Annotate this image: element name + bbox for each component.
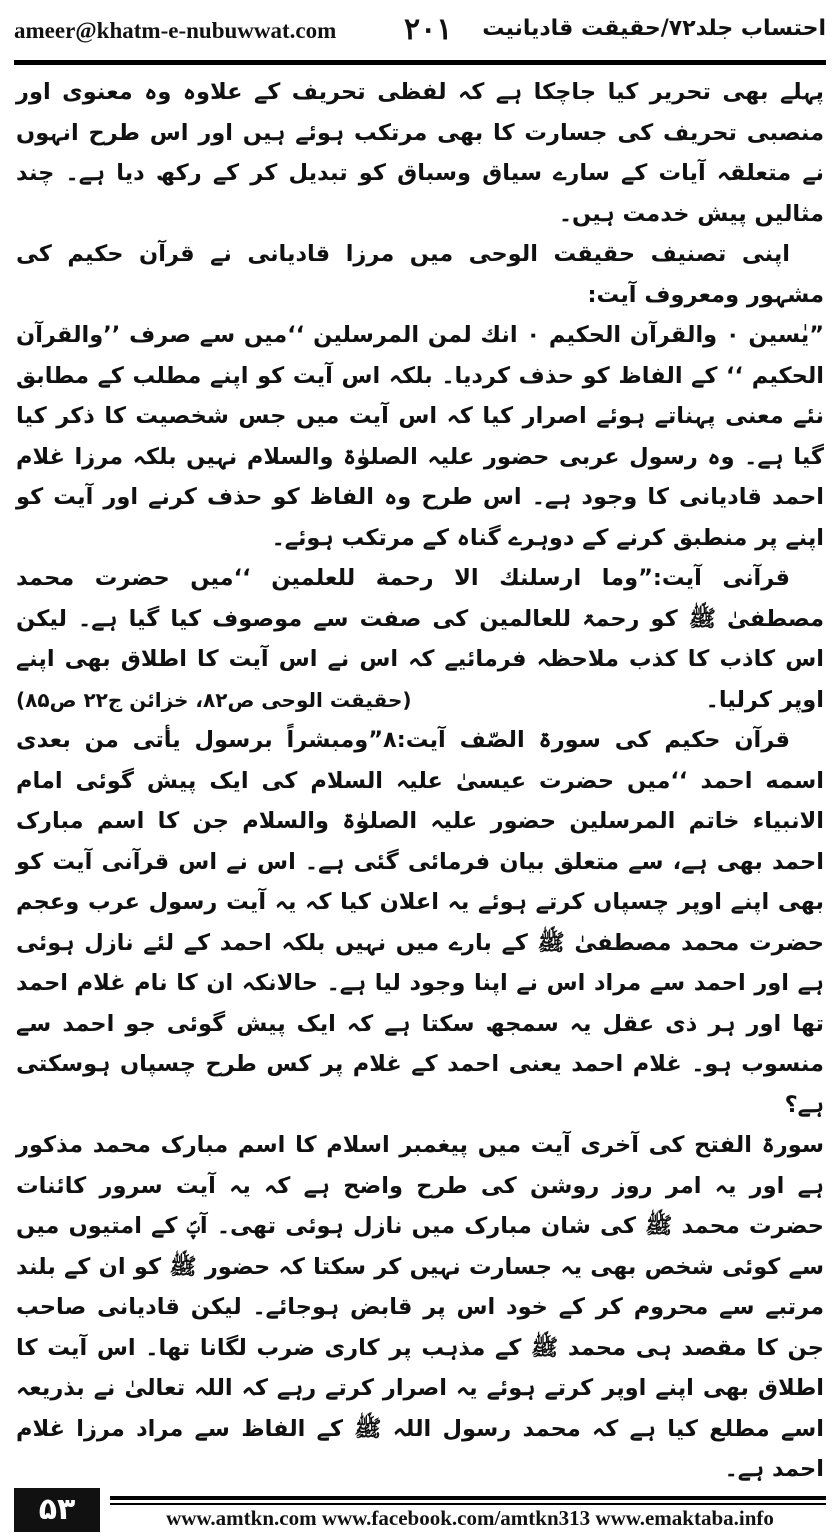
paragraph-yasin-verse: ”یٰسین ۰ والقرآن الحکیم ۰ انك لمن المرسلین ‘‘میں سے صرف ’’والقرآن الحکیم ‘‘ کے الفاظ کو حذف کردیا۔ بلکہ اس آیت کو اپنے مطلب کے مطابق نئے معنی پہناتے ہوئے اصرار کیا کہ اس آیت میں جس شخصیت کا ذکر کیا گیا ہے۔ وہ رسول عربی حضور علیہ الصلوٰۃ والسلام نہیں بلکہ مرزا غلام احمد قادیانی کا وجود ہے۔ اس طرح وہ الفاظ کو حذف کرنے اور آیت کو اپنے پر منطبق کرنے کے دوہرے گناہ کے مرتکب ہوئے۔ [16,322,824,551]
header-page-number: ۲۰۱ [404,12,453,47]
footer-divider [110,1496,826,1500]
article-body [16,72,824,1490]
header-title: احتساب جلد۷۲/حقیقت قادیانیت [482,16,826,41]
header-divider [14,60,826,65]
footer-divider-thin [110,1503,826,1505]
paragraph-fath-verse: سورۃ الفتح کی آخری آیت میں پیغمبر اسلام کا اسم مبارک محمد مذکور ہے اور یہ امر روز روشن کی طرح واضح ہے کہ یہ آیت سرور کائنات حضرت محمد ﷺ کی شان مبارک میں نازل ہوئی تھی۔ آپؐ کے امتیوں میں سے کوئی شخص بھی یہ جسارت نہیں کر سکتا کہ حضور ﷺ کو ان کے بلند مرتبے سے محروم کر کے خود اس پر قابض ہوجائے۔ لیکن قادیانی صاحب جن کا مقصد ہی محمد ﷺ کے مذہب پر کاری ضرب لگانا تھا۔ اس آیت کا اطلاق بھی اپنے اوپر کرتے ہوئے یہ اصرار کرتے رہے کہ اللہ تعالیٰ نے بذریعہ اسے مطلع کیا ہے کہ محمد رسول اللہ ﷺ کے الفاظ سے مراد مرزا غلام احمد ہے۔ [16,1132,824,1482]
paragraph-rahmat-verse [16,558,824,720]
page-footer [14,1488,826,1532]
header-email[interactable]: ameer@khatm-e-nubuwwat.com [14,18,337,43]
footer-page-number: ۵۳ [14,1488,100,1532]
footer-links[interactable]: www.amtkn.com www.facebook.com/amtkn313 www.emaktaba.info [166,1506,774,1530]
paragraph-haqiqat-ul-wahi: اپنی تصنیف حقیقت الوحی میں مرزا قادیانی نے قرآن حکیم کی مشہور ومعروف آیت: [16,241,824,308]
paragraph-saff-verse: قرآن حکیم کی سورۃ الصّف آیت:۸”ومبشراً برسول یأتی من بعدی اسمه احمد ‘‘میں حضرت عیسیٰ علیہ السلام کی ایک پیش گوئی امام الانبیاء خاتم المرسلین حضور علیہ الصلوٰۃ والسلام جن کا اسم مبارک احمد بھی ہے، سے متعلق بیان فرمائی گئی ہے۔ اس نے اس قرآنی آیت کو بھی اپنے اوپر چسپاں کرتے ہوئے یہ اعلان کیا کہ یہ آیت رسول عرب وعجم حضرت محمد مصطفیٰ ﷺ کے بارے میں نہیں بلکہ احمد کے لئے نازل ہوئی ہے اور احمد سے مراد اس نے اپنا وجود لیا ہے۔ حالانکہ ان کا نام غلام احمد تھا اور ہر ذی عقل یہ سمجھ سکتا ہے کہ ایک پیش گوئی جو احمد سے منسوب ہو۔ غلام احمد یعنی احمد کے غلام پر کس طرح چسپاں ہوسکتی ہے؟ [16,727,824,1118]
page-header [14,10,826,60]
rahmat-verse-text: قرآنی آیت:”وما ارسلنك الا رحمة للعلمین ‘‘میں حضرت محمد مصطفیٰ ﷺ کو رحمۃ للعالمین کی صفت سے موصوف کیا گیا ہے۔ لیکن اس کاذب کا کذب ملاحظہ فرمائیے کہ اس نے اس آیت کا اطلاق بھی اپنے اوپر کرلیا۔ [16,565,824,713]
citation: (حقیقت الوحی ص۸۲، خزائن ج۲۲ ص۸۵) [16,687,412,712]
paragraph-intro: پہلے بھی تحریر کیا جاچکا ہے کہ لفظی تحریف کے علاوہ وہ معنوی اور منصبی تحریف کی جسارت کا بھی مرتکب ہوئے ہیں اور اس طرح انہوں نے متعلقہ آیات کے سارے سیاق وسباق کو تبدیل کر کے رکھ دیا ہے۔ چند مثالیں پیش خدمت ہیں۔ [16,79,824,227]
